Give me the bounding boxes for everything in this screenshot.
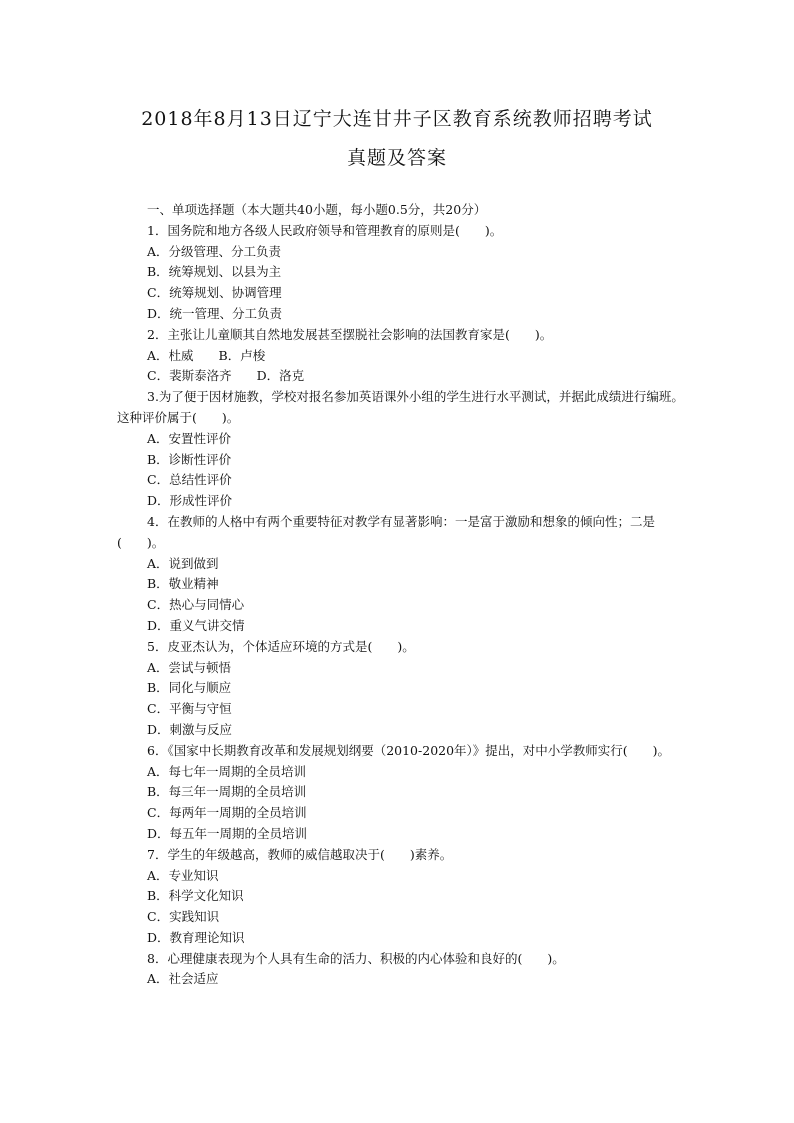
answer-option: C．裴斯泰洛齐 D．洛克 [147,368,305,384]
answer-option: C．热心与同情心 [147,597,245,613]
answer-option: A．社会适应 [147,971,219,987]
question-stem: 6．《国家中长期教育改革和发展规划纲要（2010-2020年）》提出，对中小学教师实行( )。 [147,742,671,758]
answer-option: C．平衡与守恒 [147,701,232,717]
answer-option: B．同化与顺应 [147,680,232,696]
answer-option: D．形成性评价 [147,493,233,509]
answer-option: A．杜威 B．卢梭 [147,347,266,363]
answer-option: B．每三年一周期的全员培训 [147,784,307,800]
document-subtitle: 真题及答案 [346,147,447,169]
answer-option: D．每五年一周期的全员培训 [147,825,308,841]
answer-option: C．总结性评价 [147,472,232,488]
answer-option: A．每七年一周期的全员培训 [147,763,307,779]
answer-option: A．专业知识 [147,867,219,883]
answer-option: D．统一管理、分工负责 [147,305,283,321]
answer-option: B．诊断性评价 [147,451,232,467]
document-title: 2018年8月13日辽宁大连甘井子区教育系统教师招聘考试 [141,108,653,130]
question-stem: 8．心理健康表现为个人具有生命的活力、积极的内心体验和良好的( )。 [147,950,565,966]
answer-option: D．重义气讲交情 [147,617,245,633]
question-stem: 5．皮亚杰认为，个体适应环境的方式是( )。 [147,638,415,654]
question-stem: 4．在教师的人格中有两个重要特征对教学有显著影响：一是富于激励和想象的倾向性；二是( )。 [117,513,655,550]
answer-option: A．安置性评价 [147,430,232,446]
answer-option: C．实践知识 [147,909,220,925]
document-body [117,200,687,990]
question-stem: 1．国务院和地方各级人民政府领导和管理教育的原则是( )。 [147,222,503,238]
answer-option: A．说到做到 [147,555,219,571]
question-stem: 7．学生的年级越高，教师的威信越取决于( )素养。 [147,846,453,862]
answer-option: C．每两年一周期的全员培训 [147,805,307,821]
answer-option: A．尝试与顿悟 [147,659,232,675]
question-stem: 2．主张让儿童顺其自然地发展甚至摆脱社会影响的法国教育家是( )。 [147,326,553,342]
answer-option: D．刺激与反应 [147,721,233,737]
answer-option: A．分级管理、分工负责 [147,243,282,259]
question-stem: 3.为了便于因材施教，学校对报名参加英语课外小组的学生进行水平测试，并据此成绩进行编班。这种评价属于( )。 [117,389,684,425]
answer-option: B．统筹规划、以县为主 [147,264,282,280]
answer-option: B．敬业精神 [147,576,219,592]
answer-option: C．统筹规划、协调管理 [147,285,282,301]
section-heading: 一、单项选择题（本大题共40小题，每小题0.5分，共20分） [147,202,487,217]
answer-option: D．教育理论知识 [147,929,245,945]
answer-option: B．科学文化知识 [147,888,244,904]
